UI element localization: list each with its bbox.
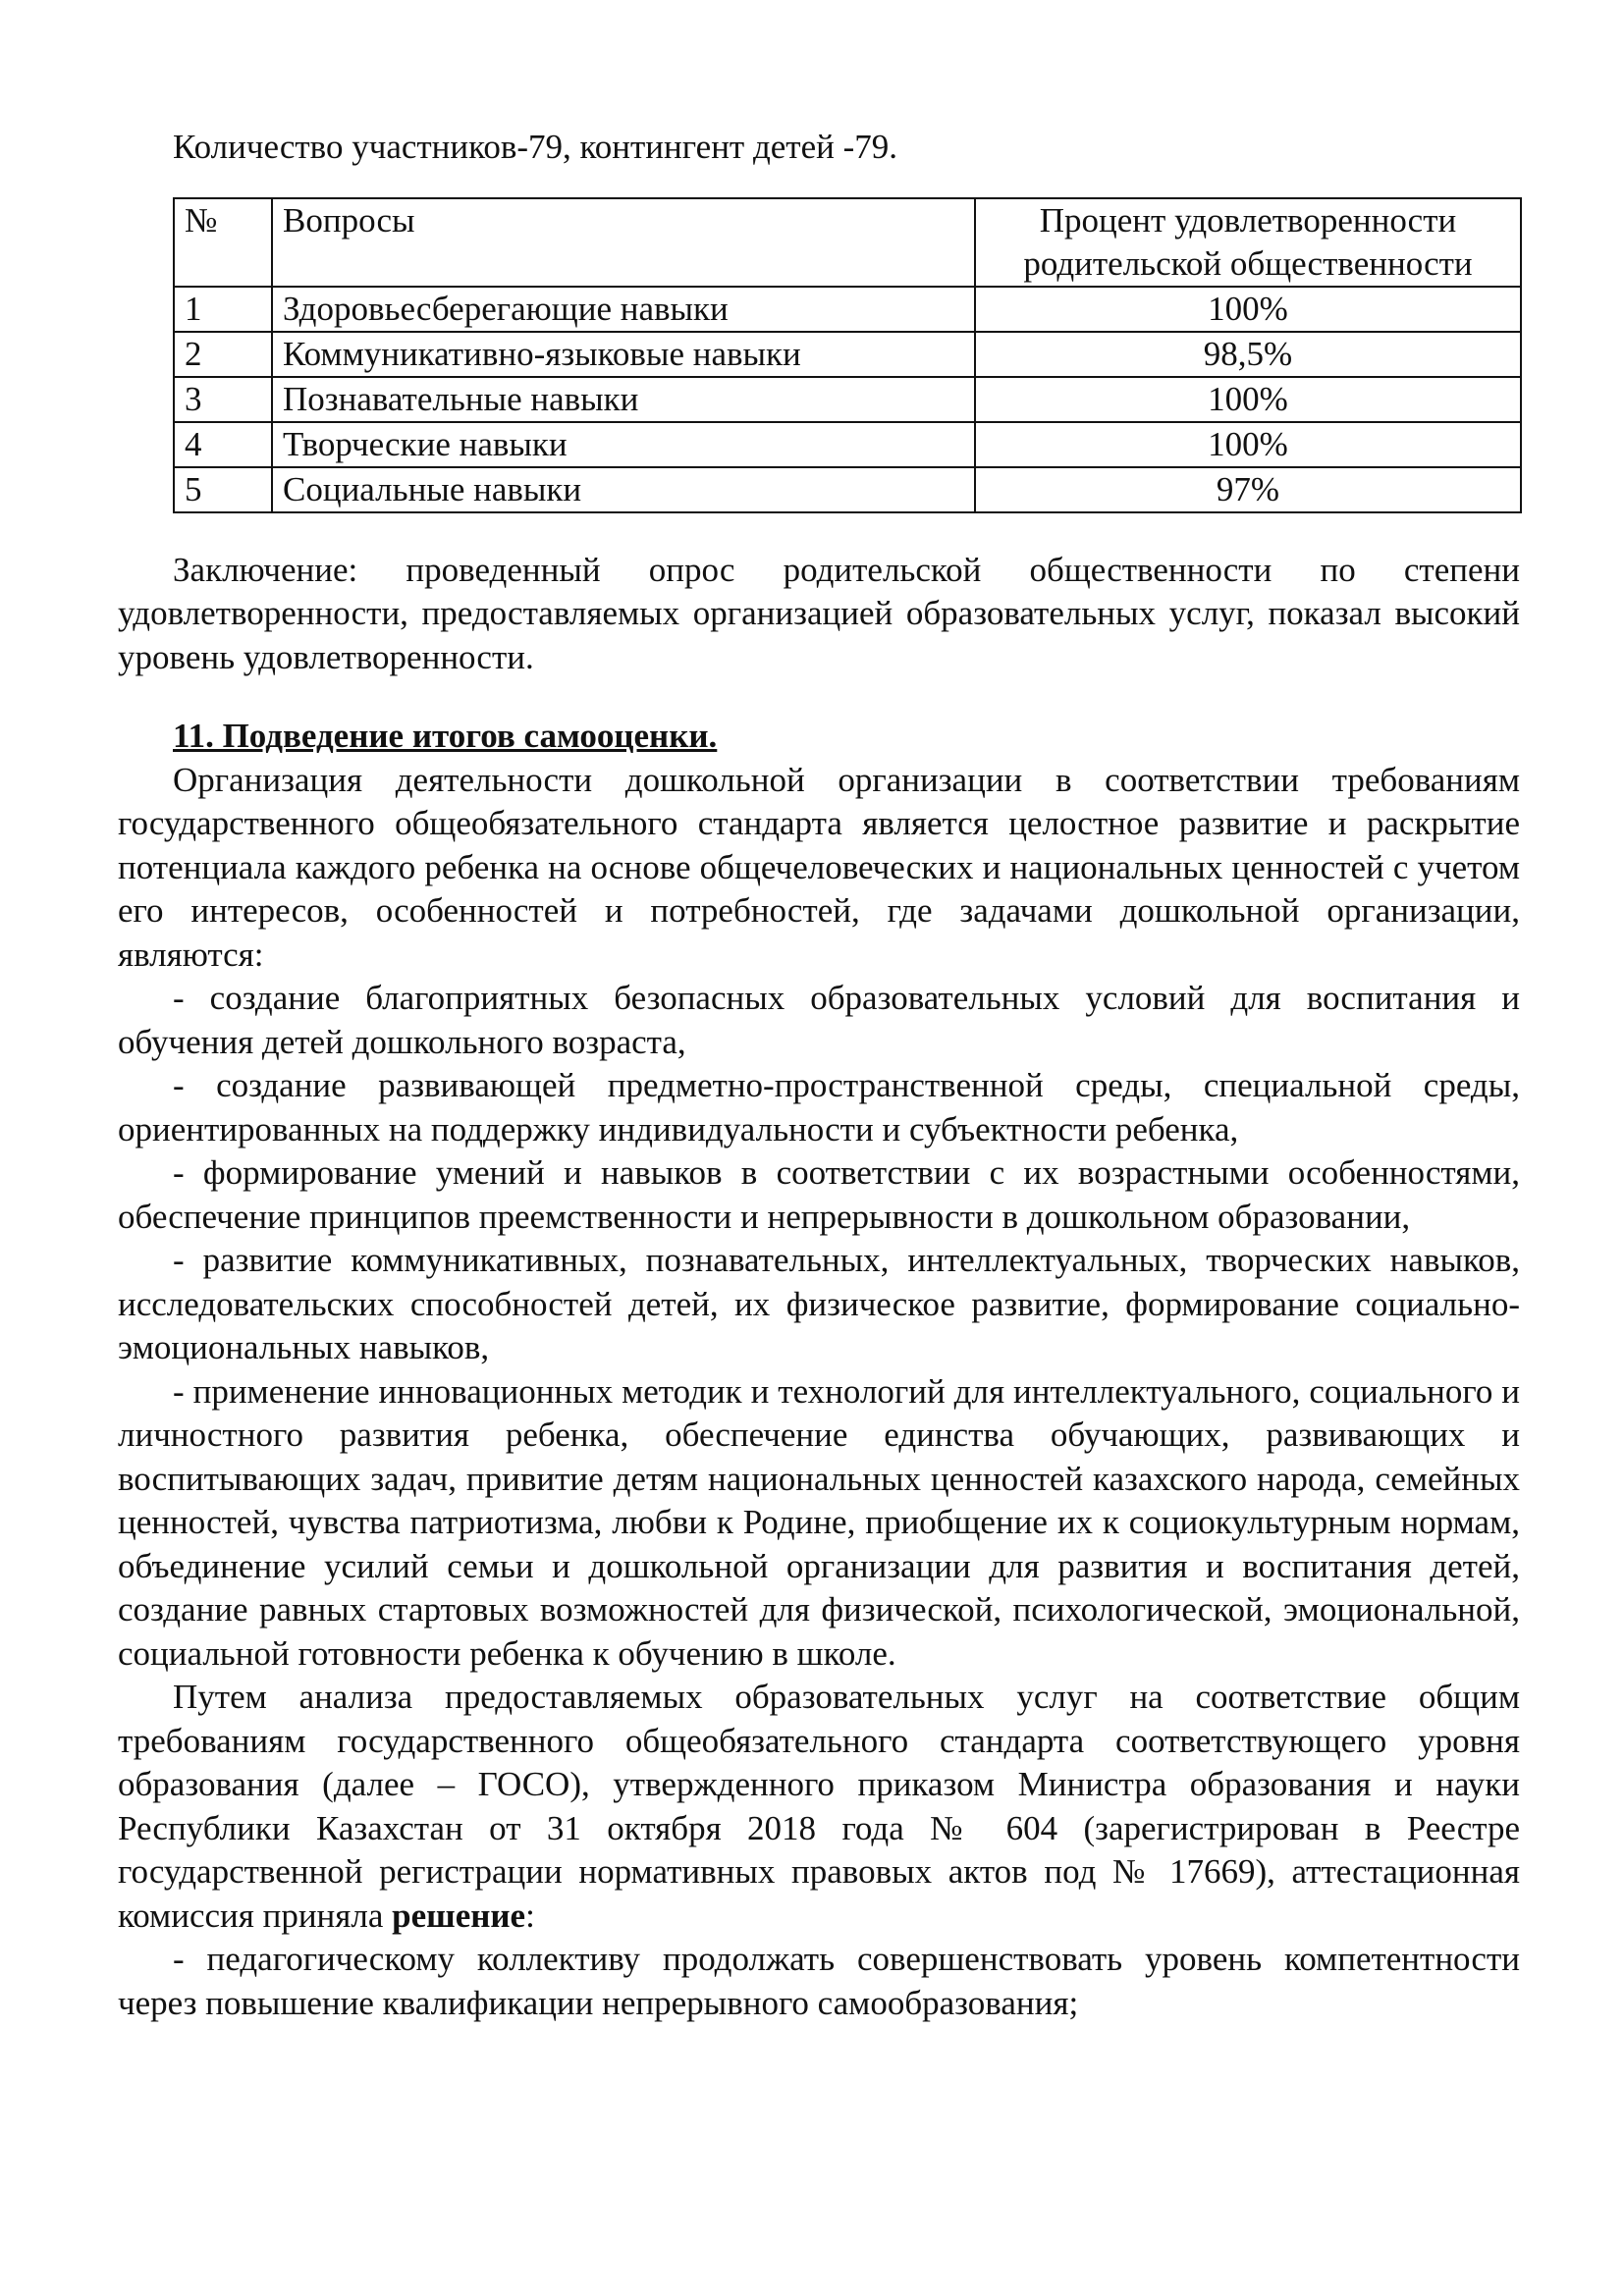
row-question: Творческие навыки: [272, 422, 975, 467]
analysis-text: Путем анализа предоставляемых образовательных услуг на соответствие общим требованиям государственного общеобязательного стандарта соответствующего уровня образования (далее – ГОСО), утвержденного приказом Министра образования и науки Республики Казахстан от 31 октября 2018 года № 604 (зарегистрирован в Реестре государственной регистрации нормативных правовых актов под № 17669), аттестационная комиссия приняла: [118, 1678, 1520, 1935]
task-item: - развитие коммуникативных, познавательных, интеллектуальных, творческих навыков, исследовательских способностей детей, их физическое развитие, формирование социально- эмоциональных навыков,: [118, 1241, 1520, 1366]
row-question: Социальные навыки: [272, 467, 975, 512]
table-header-row: [174, 198, 1521, 287]
table-row: [174, 467, 1521, 512]
table-row: [174, 422, 1521, 467]
analysis-end: :: [525, 1896, 535, 1935]
row-question: Познавательные навыки: [272, 377, 975, 422]
row-number: 3: [174, 377, 272, 422]
row-question: Здоровьесберегающие навыки: [272, 287, 975, 332]
table-row: [174, 377, 1521, 422]
row-percent: 100%: [975, 287, 1521, 332]
task-item: - создание развивающей предметно-пространственной среды, специальной среды, ориентированных на поддержку индивидуальности и субъектности ребенка,: [118, 1066, 1520, 1148]
participants-line: Количество участников-79, контингент детей -79.: [173, 128, 898, 166]
section-heading: 11. Подведение итогов самооценки.: [173, 717, 718, 755]
analysis-paragraph: [118, 1676, 1520, 1938]
row-number: 2: [174, 332, 272, 377]
row-question: Коммуникативно-языковые навыки: [272, 332, 975, 377]
row-number: 1: [174, 287, 272, 332]
task-item: - создание благоприятных безопасных образовательных условий для воспитания и обучения детей дошкольного возраста,: [118, 979, 1520, 1061]
row-percent: 98,5%: [975, 332, 1521, 377]
satisfaction-table: [173, 197, 1522, 513]
conclusion-paragraph: Заключение: проведенный опрос родительской общественности по степени удовлетворенности, предоставляемых организацией образовательных услуг, показал высокий уровень удовлетворенности.: [118, 550, 1520, 676]
section-intro-paragraph: Организация деятельности дошкольной организации в соответствии требованиям государственного общеобязательного стандарта является целостное развитие и раскрытие потенциала каждого ребенка на основе общечеловеческих и национальных ценностей с учетом его интересов, особенностей и потребностей, где задачами дошкольной организации, являются:: [118, 760, 1520, 974]
header-percent: Процент удовлетворенности родительской общественности: [975, 198, 1521, 287]
task-item: - применение инновационных методик и технологий для интеллектуального, социального и личностного развития ребенка, обеспечение единства обучающих, развивающих и воспитывающих задач, привитие детям национальных ценностей казахского народа, семейных ценностей, чувства патриотизма, любви к Родине, приобщение их к социокультурным нормам, объединение усилий семьи и дошкольной организации для развития и воспитания детей, создание равных стартовых возможностей для физической, психологической, эмоциональной, социальной готовности ребенка к обучению в школе.: [118, 1371, 1520, 1673]
row-number: 5: [174, 467, 272, 512]
table-row: [174, 332, 1521, 377]
row-number: 4: [174, 422, 272, 467]
document-content: [118, 126, 1520, 2025]
table-row: [174, 287, 1521, 332]
row-percent: 97%: [975, 467, 1521, 512]
row-percent: 100%: [975, 422, 1521, 467]
header-question: Вопросы: [272, 198, 975, 287]
header-number: №: [174, 198, 272, 287]
decision-word: решение: [392, 1896, 526, 1935]
decision-item: - педагогическому коллективу продолжать совершенствовать уровень компетентности через повышение квалификации непрерывного самообразования;: [118, 1940, 1520, 2022]
row-percent: 100%: [975, 377, 1521, 422]
task-item: - формирование умений и навыков в соответствии с их возрастными особенностями, обеспечение принципов преемственности и непрерывности в дошкольном образовании,: [118, 1153, 1520, 1236]
